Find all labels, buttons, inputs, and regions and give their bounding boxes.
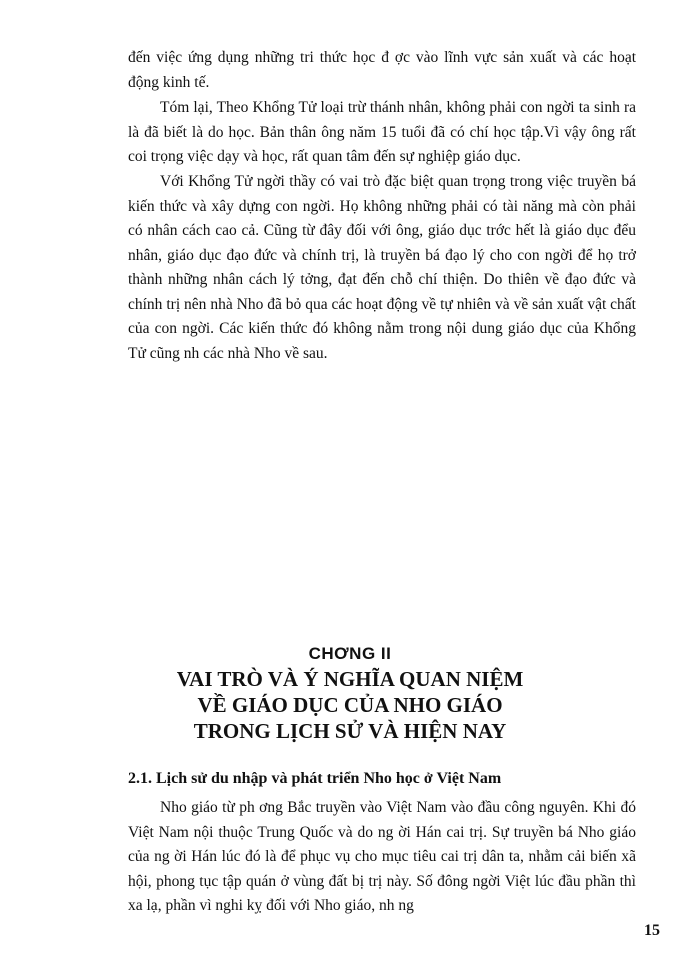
chapter-title-line-2: VỀ GIÁO DỤC CỦA NHO GIÁO xyxy=(197,693,503,717)
paragraph-summary: Tóm lại, Theo Khổng Tử loại trừ thánh nhân, không phải con ngời ta sinh ra là đã biết là do học. Bản thân ông năm 15 tuổi đã có chí học tập.Vì vậy ông rất coi trọng việc dạy và học, rất quan tâm đến sự nghiệp giáo dục. xyxy=(128,99,636,165)
paragraph-section-intro: Nho giáo từ ph ơng Bắc truyền vào Việt Nam vào đầu công nguyên. Khi đó Việt Nam nội thuộc Trung Quốc và do ng ời Hán cai trị. Sự truyền bá Nho giáo của ng ời Hán lúc đó là để phục vụ cho mục tiêu cai trị dân ta, nhằm cải biến xã hội, phong tục tập quán ở vùng đất bị trị này. Số đông ngời Việt lúc đầu phần thì xa lạ, phần vì nghi kỵ đối với Nho giáo, nh ng xyxy=(128,799,636,914)
paragraph-continuation: đến việc ứng dụng những tri thức học đ ợc vào lĩnh vực sản xuất và các hoạt động kinh tế. xyxy=(128,49,636,91)
chapter-title-line-1: VAI TRÒ VÀ Ý NGHĨA QUAN NIỆM xyxy=(176,667,524,691)
page-number: 15 xyxy=(644,922,660,939)
paragraph-teacher-role: Với Khổng Tử ngời thầy có vai trò đặc biệt quan trọng trong việc truyền bá kiến thức và xây dựng con ngời. Họ không những phải có tài năng mà còn phải có nhân cách cao cả. Cũng từ đây đối với ông, giáo dục trớc hết là giáo dục đểu nhân, giáo dục đạo đức và chính trị, là truyền bá đạo lý cho con ngời để họ trở thành những nhân cách lý tởng, đạt đến chỗ chí thiện. Do thiên về đạo đức và chính trị nên nhà Nho đã bỏ qua các hoạt động về tự nhiên và về sản xuất vật chất của con ngời. Các kiến thức đó không nằm trong nội dung giáo dục của Khổng Tử cũng nh các nhà Nho về sau. xyxy=(128,173,636,362)
chapter-label: CHƠNG II xyxy=(308,644,392,663)
section-heading: 2.1. Lịch sử du nhập và phát triển Nho học ở Việt Nam xyxy=(128,770,502,787)
chapter-title xyxy=(0,666,700,744)
chapter-title-line-3: TRONG LỊCH SỬ VÀ HIỆN NAY xyxy=(193,719,507,743)
